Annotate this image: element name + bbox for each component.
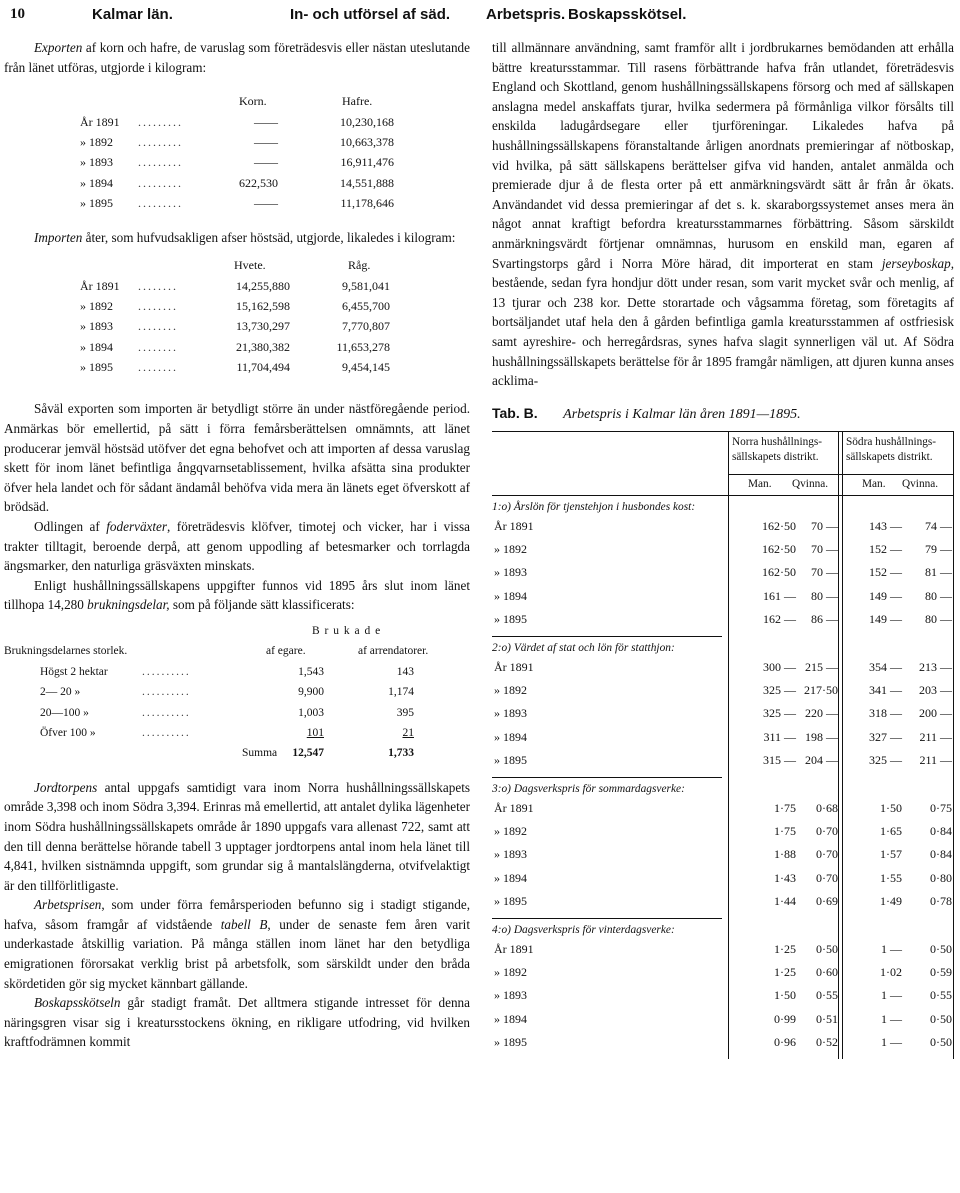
table-row — [4, 276, 470, 296]
row-year: » 1893 — [80, 319, 113, 334]
table-row — [4, 682, 470, 702]
emphasis: tabell B — [220, 916, 268, 932]
cell-man-north: 1·25 — [774, 941, 796, 956]
cell-hafre: 10,230,168 — [340, 114, 394, 129]
cell-woman-north: 220 — — [805, 706, 838, 721]
cell-man-south: 1·55 — [880, 870, 902, 885]
row-year: » 1892 — [494, 823, 527, 838]
header-topic-livestock: Boskapsskötsel. — [568, 6, 687, 23]
row-year: » 1894 — [494, 729, 527, 744]
table-row — [492, 871, 954, 894]
row-year: » 1894 — [494, 588, 527, 603]
col-header-hvete: Hvete. — [234, 258, 266, 273]
table-row — [4, 337, 470, 357]
cell-woman-south: 0·50 — [930, 1035, 952, 1050]
cell-hvete: 21,380,382 — [236, 339, 290, 354]
row-year: » 1895 — [494, 612, 527, 627]
emphasis: jerseyboskap — [881, 255, 951, 271]
export-intro-text: af korn och hafre, de varuslag som företrädesvis eller nästan uteslutande från länet utföras, utgjorde i kilogram: — [4, 40, 470, 75]
row-year: » 1895 — [80, 360, 113, 375]
cell-man-north: 325 — — [763, 706, 796, 721]
leader-dots: ......... — [138, 196, 183, 211]
table-b-sub-header — [728, 474, 954, 495]
cell-woman-south: 200 — — [919, 706, 952, 721]
text: , företrädesvis klöfver, timotej och vicker, har i vissa trakter tilltagit, beroende derpå, att genom uppodling af betesmarker och torrlagda ängsmarker, den naturliga gräsväxten minskats. — [4, 519, 470, 574]
cell-woman-south: 203 — — [919, 683, 952, 698]
sum-label: Summa — [242, 747, 278, 760]
table-row — [492, 519, 954, 542]
import-intro-text: åter, som hufvudsakligen afser höstsäd, utgjorde, likaledes i kilogram: — [82, 229, 456, 245]
paragraph-livestock — [4, 993, 470, 1052]
col-header-rag: Råg. — [348, 258, 371, 273]
leader-dots: .......... — [142, 706, 191, 719]
header-man-north: Man. — [748, 477, 772, 490]
holdings-column-header-row — [4, 641, 470, 661]
cell-woman-north: 217·50 — [804, 683, 838, 698]
cell-hvete: 13,730,297 — [236, 319, 290, 334]
cell-woman-south: 0·59 — [930, 964, 952, 979]
leader-dots: .......... — [142, 686, 191, 699]
table-sum-row — [4, 743, 470, 763]
cell-woman-north: 86 — — [811, 612, 838, 627]
cell-rag: 9,454,145 — [342, 360, 390, 375]
cell-man-south: 1·65 — [880, 823, 902, 838]
text: Enligt hushållningssällskapens uppgifter funnos vid 1895 års slut inom länet tillhopa 14,280 — [4, 577, 470, 613]
leader-dots: ........ — [138, 298, 178, 313]
table-label: Tab. B. — [492, 404, 538, 421]
table-row — [492, 542, 954, 565]
cell-woman-north: 0·68 — [816, 800, 838, 815]
running-header — [0, 6, 960, 28]
row-year: År 1891 — [494, 941, 534, 956]
row-year: År 1891 — [80, 278, 120, 293]
paragraph-breeding — [492, 38, 954, 391]
table-b-group-header — [492, 432, 954, 474]
cell-tenant: 21 — [402, 726, 414, 739]
table-row — [4, 112, 470, 132]
cell-man-north: 300 — — [763, 659, 796, 674]
row-year: » 1893 — [80, 155, 113, 170]
cell-hvete: 15,162,598 — [236, 298, 290, 313]
col-header-korn: Korn. — [239, 94, 267, 109]
table-b-section-title: 1:o) Årslön för tjenstehjon i husbondes kost: — [492, 500, 696, 513]
cell-man-south: 354 — — [869, 659, 902, 674]
table-row — [492, 942, 954, 965]
holdings-table — [4, 621, 470, 764]
table-row — [492, 565, 954, 588]
table-row — [492, 824, 954, 847]
sum-owner: 12,547 — [292, 747, 324, 760]
row-year: » 1893 — [494, 565, 527, 580]
header-man-south: Man. — [862, 477, 886, 490]
paragraph-holdings — [4, 576, 470, 615]
cell-owner: 9,900 — [298, 686, 324, 699]
header-topic-grain: In- och utförsel af säd. — [290, 6, 451, 23]
cell-man-north: 1·43 — [774, 870, 796, 885]
table-b — [492, 431, 954, 1059]
cell-woman-north: 0·55 — [816, 988, 838, 1003]
cell-woman-south: 211 — — [919, 729, 952, 744]
leader-dots: ........ — [138, 319, 178, 334]
table-row — [492, 589, 954, 612]
row-year: » 1892 — [80, 134, 113, 149]
table-row — [492, 706, 954, 729]
paragraph-crofts — [4, 778, 470, 896]
cell-woman-south: 79 — — [925, 542, 952, 557]
cell-rag: 7,770,807 — [342, 319, 390, 334]
cell-woman-north: 70 — — [811, 542, 838, 557]
col-header-size: Brukningsdelarnes storlek. — [4, 645, 128, 658]
cell-man-north: 162·50 — [762, 565, 796, 580]
import-table-header — [4, 255, 470, 275]
cell-man-south: 327 — — [869, 729, 902, 744]
cell-man-north: 1·25 — [774, 964, 796, 979]
cell-man-north: 1·75 — [774, 823, 796, 838]
cell-man-south: 1 — — [881, 988, 902, 1003]
emphasis: brukningsdelar, — [87, 597, 170, 613]
cell-tenant: 143 — [396, 665, 414, 678]
cell-woman-south: 0·50 — [930, 1011, 952, 1026]
row-year: » 1893 — [494, 988, 527, 1003]
cell-woman-north: 0·50 — [816, 941, 838, 956]
cell-woman-south: 0·55 — [930, 988, 952, 1003]
cell-woman-south: 0·50 — [930, 941, 952, 956]
cell-man-south: 1·02 — [880, 964, 902, 979]
row-year: » 1892 — [80, 298, 113, 313]
table-row — [492, 1035, 954, 1058]
table-row — [4, 296, 470, 316]
import-lead: Importen — [34, 229, 83, 245]
row-year: » 1895 — [494, 753, 527, 768]
leader-dots: ........ — [138, 339, 178, 354]
row-label: Högst 2 hektar — [40, 665, 108, 678]
cell-man-north: 1·75 — [774, 800, 796, 815]
cell-woman-north: 80 — — [811, 588, 838, 603]
table-b-section-title: 4:o) Dagsverkspris för vinterdagsverke: — [492, 918, 722, 942]
table-row — [492, 660, 954, 683]
cell-woman-south: 81 — — [925, 565, 952, 580]
export-table — [4, 91, 470, 213]
cell-owner: 1,543 — [298, 665, 324, 678]
cell-owner: 1,003 — [298, 706, 324, 719]
row-year: » 1894 — [80, 175, 113, 190]
text: antal uppgafs samtidigt vara inom Norra hushållningssällskapets område 3,398 och inom Södra 3,394. Erinras må emellertid, att antalet dylika lägenheter inom Södra hushållningssällskapets område år 1890 uppgafs vara allenast 722, samt att den till denna berättelse hörande tabell 3 upptager jordtorpens antal inom hela länet till 4,841, hvilken sistnämnda uppgift, som grundar sig å mantalslängderna, otvifvelaktigt är den tillförlitligaste. — [4, 779, 470, 893]
sum-tenant: 1,733 — [388, 747, 414, 760]
cell-woman-north: 0·52 — [816, 1035, 838, 1050]
row-year: » 1894 — [494, 870, 527, 885]
table-row — [492, 1012, 954, 1035]
cell-rag: 9,581,041 — [342, 278, 390, 293]
emphasis: Boskapsskötseln — [34, 995, 121, 1011]
row-year: » 1892 — [494, 964, 527, 979]
cell-woman-south: 80 — — [925, 612, 952, 627]
table-row — [4, 723, 470, 743]
cell-man-south: 318 — — [869, 706, 902, 721]
table-b-section-title: 3:o) Dagsverkspris för sommardagsverke: — [492, 777, 722, 801]
cell-man-north: 1·44 — [774, 894, 796, 909]
row-label: 20—100 » — [40, 706, 89, 719]
cell-woman-north: 215 — — [805, 659, 838, 674]
table-b-section-title: 2:o) Värdet af stat och lön för statthjon: — [492, 636, 722, 660]
cell-man-south: 341 — — [869, 683, 902, 698]
table-row — [492, 730, 954, 753]
emphasis: Arbetsprisen — [34, 897, 102, 913]
cell-woman-north: 0·70 — [816, 870, 838, 885]
table-row — [4, 662, 470, 682]
holdings-group-header-row — [4, 621, 470, 641]
text: , bestående, sedan fyra hondjur dött under resan, som varit mycket svår och menlig, af 13 tjurar och 238 kor. Dette storartade och vågsamma företag, som företagits af bortsäljandet utaf hela den å gården befintliga gamla kreatursstammen af ostfriesisk samt ayreshire- och herregårdsras, synes hafva slagit synnerligen väl ut. Af Södra hushållningssällskapets berättelse för år 1895 framgår nämligen, att djuren kunna anses acklima- — [492, 255, 954, 389]
cell-woman-south: 211 — — [919, 753, 952, 768]
cell-woman-south: 0·84 — [930, 847, 952, 862]
col-header-hafre: Hafre. — [342, 94, 373, 109]
table-row — [492, 965, 954, 988]
cell-man-north: 162 — — [763, 612, 796, 627]
table-row — [492, 683, 954, 706]
cell-woman-north: 0·60 — [816, 964, 838, 979]
cell-woman-north: 0·69 — [816, 894, 838, 909]
cell-woman-south: 0·75 — [930, 800, 952, 815]
export-intro — [4, 38, 470, 77]
text: , under de senaste fem åren varit underkastade åtskillig variation. På många ställen inom länet har den betydliga emigrationen förorsakat verklig brist på arbetsfolk, som särskildt under den bråda skördetiden gör sig mycket kännbart gällande. — [4, 916, 470, 991]
table-row — [4, 173, 470, 193]
cell-woman-north: 0·70 — [816, 847, 838, 862]
cell-man-north: 0·99 — [774, 1011, 796, 1026]
cell-man-south: 152 — — [869, 565, 902, 580]
cell-hvete: 11,704,494 — [236, 360, 290, 375]
cell-tenant: 395 — [396, 706, 414, 719]
cell-woman-south: 0·80 — [930, 870, 952, 885]
cell-hvete: 14,255,880 — [236, 278, 290, 293]
import-table — [4, 255, 470, 377]
emphasis: Jordtorpens — [34, 779, 98, 795]
cell-hafre: 16,911,476 — [340, 155, 394, 170]
header-topic-wages: Arbetspris. — [486, 6, 566, 23]
cell-man-north: 325 — — [763, 683, 796, 698]
row-year: År 1891 — [494, 800, 534, 815]
cell-man-north: 162·50 — [762, 518, 796, 533]
cell-woman-north: 204 — — [805, 753, 838, 768]
table-row — [4, 316, 470, 336]
import-intro — [4, 228, 470, 248]
table-row — [492, 894, 954, 917]
cell-man-south: 1·50 — [880, 800, 902, 815]
export-table-header — [4, 91, 470, 111]
col-header-owner: af egare. — [266, 645, 306, 658]
table-caption: Arbetspris i Kalmar län åren 1891—1895. — [563, 406, 801, 422]
cell-hafre: 11,178,646 — [340, 196, 394, 211]
leader-dots: ........ — [138, 360, 178, 375]
col-header-tenant: af arrendatorer. — [358, 645, 429, 658]
cell-rag: 6,455,700 — [342, 298, 390, 313]
row-year: » 1895 — [494, 1035, 527, 1050]
text: till allmännare användning, samt framför allt i jordbrukarnes bemödanden att erhålla bättre kreatursstammar. Till rasens förbättrande hafva från utlandet, företrädesvis England och Skottland, genom hushållningssällskapens försorg och med af sällskapen anslagna medel anskaffats tjurar, hvilka sedermera på förmånliga vilkor försålts till enskilda ladugårdsegare eller tjurföreningar. Likaledes hafva på hushållningssällskapens föranstaltande årligen anordnats premieringar af nötboskap, vid hvilka, på sätt sällskapens berättelser gifva vid handen, antalet anmälda och premierade djur å de flesta orter på ett anmärkningsvärdt sätt år från år ökats. Användandet vid dessa premieringar af det s. k. skaraborgssystemet anses mera än något annat kraftigt befordra kreatursstammarnes förbättring. Såsom särskildt anmärkningsvärdt förtjenar omnämnas, hurusom en enskild man, egaren af Svartingstorps gård i Norra Möre härad, dit importerat en stam — [492, 40, 954, 271]
cell-woman-south: 213 — — [919, 659, 952, 674]
right-column — [492, 38, 954, 1059]
row-year: År 1891 — [494, 518, 534, 533]
table-row — [492, 753, 954, 776]
page-number: 10 — [10, 6, 25, 22]
cell-woman-south: 0·84 — [930, 823, 952, 838]
cell-man-north: 311 — — [763, 729, 796, 744]
group-header: B r u k a d e — [312, 625, 382, 637]
table-row — [4, 357, 470, 377]
cell-man-north: 315 — — [763, 753, 796, 768]
row-year: » 1893 — [494, 706, 527, 721]
leader-dots: .......... — [142, 665, 191, 678]
header-woman-north: Qvinna. — [792, 477, 829, 490]
text: går stadigt framåt. Det alltmera stigande intresset för denna näringsgren visar sig i kreatursstockens ökning, en rikligare utfodring, vid hvilken kraftfodrämnen kommit — [4, 995, 470, 1050]
table-row — [492, 847, 954, 870]
header-north: Norra hushållnings-sällskapets distrikt. — [732, 435, 823, 463]
cell-man-south: 1 — — [881, 941, 902, 956]
cell-woman-south: 74 — — [925, 518, 952, 533]
leader-dots: ......... — [138, 175, 183, 190]
cell-woman-north: 198 — — [805, 729, 838, 744]
cell-korn: —— — [254, 196, 278, 211]
table-b-sections — [492, 496, 954, 1059]
row-year: » 1893 — [494, 847, 527, 862]
header-south: Södra hushållnings-sällskapets distrikt. — [846, 435, 937, 463]
text: som på följande sätt klassificerats: — [169, 597, 355, 613]
cell-woman-north: 70 — — [811, 565, 838, 580]
row-label: Öfver 100 » — [40, 726, 96, 739]
row-year: År 1891 — [494, 659, 534, 674]
cell-man-north: 0·96 — [774, 1035, 796, 1050]
text: , som under förra femårsperioden befunno sig i stadigt stigande, hafva, såsom framgår af vidstående — [4, 897, 470, 932]
row-year: » 1892 — [494, 683, 527, 698]
header-woman-south: Qvinna. — [902, 477, 939, 490]
row-year: » 1892 — [494, 542, 527, 557]
row-label: 2— 20 » — [40, 686, 81, 699]
cell-man-south: 143 — — [869, 518, 902, 533]
cell-man-south: 152 — — [869, 542, 902, 557]
cell-man-north: 1·50 — [774, 988, 796, 1003]
cell-woman-north: 0·51 — [816, 1011, 838, 1026]
paragraph-trade: Såväl exporten som importen är betydligt större än under nästföregående period. Anmärkas bör emellertid, på sätt i förra femårsberättelsen omnämnts, att länet producerar jemväl höstsäd utöfver det egna behofvet och att importen af dessa varuslag skett för inom länet befintliga ångqvarnsetablissement, hvilka afsätta sina produkter öfver hela landet och för sådant ändamål behöfva vida mera än länets eget öfverskott af brödsäd. — [4, 401, 470, 515]
table-row — [492, 612, 954, 635]
cell-man-south: 149 — — [869, 588, 902, 603]
leader-dots: ......... — [138, 134, 183, 149]
export-lead: Exporten — [34, 40, 83, 55]
table-row — [4, 152, 470, 172]
emphasis: foderväxter — [106, 519, 168, 535]
leader-dots: .......... — [142, 726, 191, 739]
paragraph-fodder — [4, 517, 470, 576]
row-year: » 1895 — [494, 894, 527, 909]
cell-rag: 11,653,278 — [336, 339, 390, 354]
header-county: Kalmar län. — [92, 6, 173, 23]
cell-man-south: 1·49 — [880, 894, 902, 909]
cell-man-north: 161 — — [763, 588, 796, 603]
cell-woman-north: 0·70 — [816, 823, 838, 838]
leader-dots: ......... — [138, 114, 183, 129]
row-year: » 1894 — [494, 1011, 527, 1026]
cell-man-south: 149 — — [869, 612, 902, 627]
table-row — [492, 801, 954, 824]
left-column — [4, 38, 470, 1052]
cell-man-south: 1 — — [881, 1035, 902, 1050]
leader-dots: ......... — [138, 155, 183, 170]
cell-man-south: 1 — — [881, 1011, 902, 1026]
cell-woman-south: 0·78 — [930, 894, 952, 909]
row-year: » 1895 — [80, 196, 113, 211]
cell-korn: —— — [254, 134, 278, 149]
cell-woman-north: 70 — — [811, 518, 838, 533]
table-row — [4, 193, 470, 213]
table-row — [4, 703, 470, 723]
text: Odlingen af — [34, 519, 107, 535]
leader-dots: ........ — [138, 278, 178, 293]
cell-korn: —— — [254, 155, 278, 170]
row-year: » 1894 — [80, 339, 113, 354]
paragraph-wages — [4, 895, 470, 993]
table-row — [492, 988, 954, 1011]
cell-man-south: 325 — — [869, 753, 902, 768]
cell-man-north: 162·50 — [762, 542, 796, 557]
cell-man-south: 1·57 — [880, 847, 902, 862]
cell-hafre: 14,551,888 — [340, 175, 394, 190]
cell-woman-south: 80 — — [925, 588, 952, 603]
table-b-title — [492, 405, 954, 423]
row-year: År 1891 — [80, 114, 120, 129]
cell-tenant: 1,174 — [388, 686, 414, 699]
cell-korn: 622,530 — [239, 175, 278, 190]
cell-hafre: 10,663,378 — [340, 134, 394, 149]
cell-korn: —— — [254, 114, 278, 129]
table-row — [4, 132, 470, 152]
cell-man-north: 1·88 — [774, 847, 796, 862]
cell-owner: 101 — [306, 726, 324, 739]
